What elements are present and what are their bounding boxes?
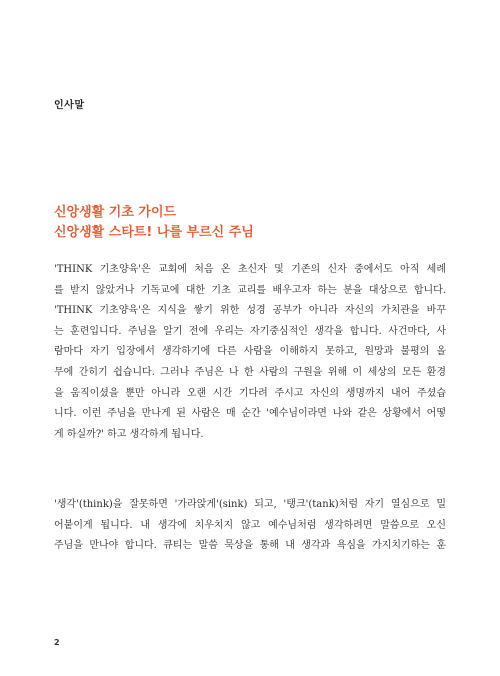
paragraph-line: 람마다 자기 입장에서 생각하기에 다른 사람을 이해하지 못하고, 원망과 불평의 올 [54, 346, 446, 358]
paragraph-line: 어붙이게 됩니다. 내 생각에 치우치지 않고 예수님처럼 생각하려면 말씀으로 오신 [54, 519, 446, 531]
paragraph-line: 니다. 이런 주님을 만나게 된 사람은 매 순간 '예수님이라면 나와 같은 상황에서 어떻 [54, 408, 446, 420]
body-paragraph-1 [54, 260, 446, 445]
paragraph-line: 를 받지 않았거나 기독교에 대한 기초 교리를 배우고자 하는 분을 대상으로 합니다. [54, 284, 446, 296]
paragraph-line: 무에 간히기 쉽습니다. 그러나 주님은 나 한 사람의 구원을 위해 이 세상의 모든 환경 [54, 366, 446, 378]
paragraph-line: 'THINK 기초양육'은 지식을 쌓기 위한 성경 공부가 아니라 자신의 가치관을 바꾸 [54, 305, 446, 317]
page-number: 2 [54, 638, 60, 647]
paragraph-line: 'THINK 기초양육'은 교회에 처음 온 초신자 및 기존의 신자 중에서도 아직 세례 [54, 264, 446, 275]
paragraph-line: 주님을 만나야 합니다. 큐티는 말씀 묵상을 통해 내 생각과 욕심을 가지치기하는 훈 [54, 540, 446, 552]
headline-line-2: 신앙생활 스타트! 나를 부르신 주님 [54, 225, 254, 240]
paragraph-line: 게 하실까?' 하고 생각하게 됩니다. [54, 428, 204, 440]
section-label: 인사말 [54, 100, 85, 111]
headline-line-1: 신앙생활 기초 가이드 [54, 205, 177, 220]
paragraph-line: 는 훈련입니다. 주님을 알기 전에 우리는 자기중심적인 생각을 합니다. 사건마다, 사 [54, 325, 446, 337]
body-paragraph-2 [54, 495, 446, 557]
headline [54, 203, 254, 243]
paragraph-line: '생각'(think)을 잘못하면 '가라앉게'(sink) 되고, '탱크'(tank)처럼 자기 열심으로 밀 [54, 499, 446, 510]
paragraph-line: 을 움직이셨을 뿐만 아니라 오랜 시간 기다려 주시고 자신의 생명까지 내어 주셨습 [54, 387, 446, 399]
